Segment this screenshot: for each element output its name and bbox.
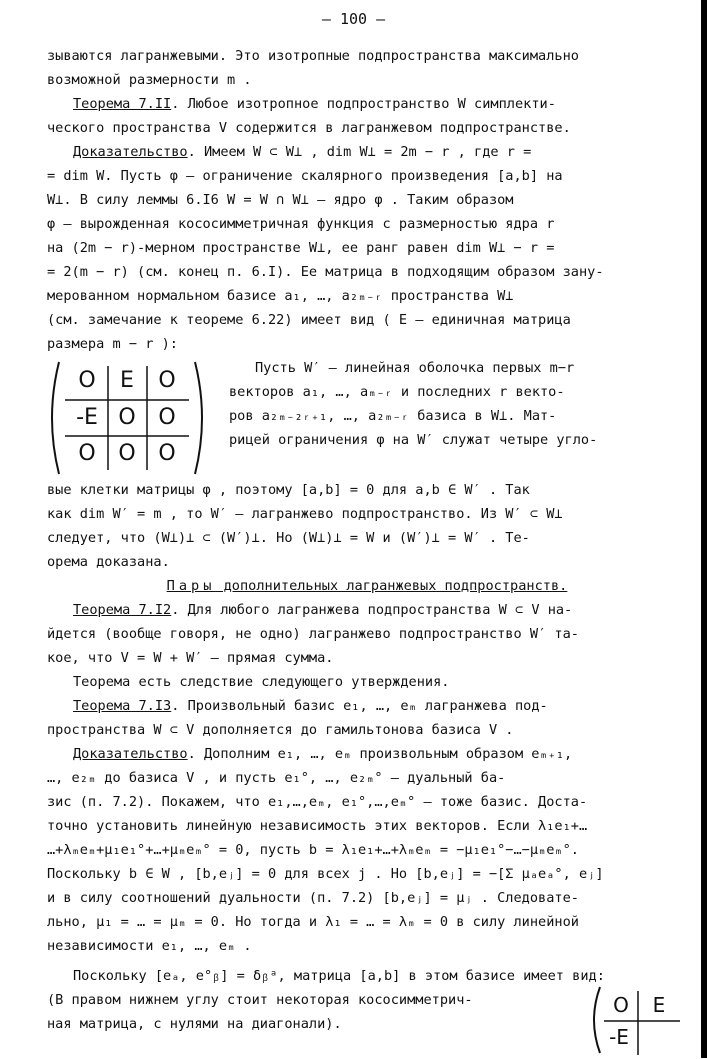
text-line: = dim W. Пусть φ – ограничение скалярного произведения [a,b] на — [47, 168, 563, 184]
proof-7-11 — [47, 140, 687, 574]
matrix-cell: O — [118, 441, 136, 466]
text-line: зываются лагранжевыми. Это изотропные подпространства максимально — [47, 48, 579, 64]
proof-title: Доказательство — [73, 746, 188, 762]
text-line: вые клетки матрицы φ , поэтому [a,b] = 0 для a,b ∈ W′ . Так — [47, 482, 530, 498]
text-line: размера m − r ): — [47, 336, 178, 352]
theorem-7-11 — [47, 92, 687, 140]
page-number: – 100 – — [321, 10, 386, 28]
text-line: точно установить линейную независимость этих векторов. Если λ₁e₁+… — [47, 818, 588, 834]
text-line: (см. замечание к теореме 6.22) имеет вид ( E – единичная матрица — [47, 312, 571, 328]
text-line: Теорема 7.II. Любое изотропное подпространство W симплекти- — [73, 96, 556, 112]
theorem-7-12 — [47, 598, 687, 670]
matrix-cell: O — [158, 368, 176, 393]
text-line: = 2(m − r) (см. конец п. 6.I). Ее матрица в подходящим образом зану- — [47, 264, 604, 280]
matrix-cell: E — [120, 368, 134, 393]
text-line: пространства W ⊂ V дополняется до гамильтонова базиса V . — [47, 722, 514, 738]
text-line: Теорема есть следствие следующего утверждения. — [73, 674, 450, 690]
text-line: зис (п. 7.2). Покажем, что e₁,…,eₘ, e₁°,…,eₘ° – тоже базис. Доста- — [47, 794, 588, 810]
text-line: ров a₂ₘ₋₂ᵣ₊₁, …, a₂ₘ₋ᵣ базиса в W⊥. Мат- — [229, 408, 557, 424]
text-line: Доказательство. Дополним e₁, …, eₘ произвольным образом eₘ₊₁, — [73, 746, 573, 762]
section-heading: Пары дополнительных лагранжевых подпространств. — [166, 578, 568, 594]
text-line: (В правом нижнем углу стоит некоторая кососимметрич- — [47, 992, 473, 1008]
matrix-cell: -E — [609, 1025, 629, 1049]
block-matrix-phi — [47, 358, 207, 478]
text-line: Теорема 7.I2. Для любого лагранжева подпространства W ⊂ V на- — [73, 602, 573, 618]
text-line: Теорема 7.I3. Произвольный базис e₁, …, eₘ лагранжева под- — [73, 698, 548, 714]
hamiltonian-matrix — [588, 985, 700, 1055]
matrix-side-text — [207, 356, 707, 478]
text-line: …+λₘeₘ+μ₁e₁°+…+μₘeₘ° = 0, пусть b = λ₁e₁+…+λₘeₘ = −μ₁e₁°−…−μₘeₘ°. — [47, 842, 579, 858]
matrix-cell: E — [652, 993, 666, 1017]
text-line: мерованном нормальном базисе a₁, …, a₂ₘ₋ᵣ пространства W⊥ — [47, 288, 514, 304]
matrix-block — [47, 356, 687, 478]
matrix-cell: -E — [76, 405, 98, 430]
text-line: …, e₂ₘ до базиса V , и пусть e₁°, …, e₂ₘ° – дуальный ба- — [47, 770, 506, 786]
text-line: W⊥. В силу леммы 6.I6 W = W ∩ W⊥ – ядро φ . Таким образом — [47, 192, 514, 208]
matrix-cell: O — [613, 993, 629, 1017]
text-line: Поскольку b ∈ W , [b,eⱼ] = 0 для всех j . Но [b,eⱼ] = −[Σ μₐeₐ°, eⱼ] — [47, 866, 604, 882]
text-line: орема доказана. — [47, 554, 170, 570]
text-line: ческого пространства V содержится в лагранжевом подпространстве. — [47, 120, 571, 136]
text-line: льно, μ₁ = … = μₘ = 0. Но тогда и λ₁ = … = λₘ = 0 в силу линейной — [47, 914, 579, 930]
text-line: φ – вырожденная кососимметричная функция с размерностью ядра r — [47, 216, 555, 232]
text-line: возможной размерности m . — [47, 72, 252, 88]
text-line: и в силу соотношений дуальности (п. 7.2) [b,eⱼ] = μⱼ . Следовате- — [47, 890, 579, 906]
intro-paragraph — [47, 44, 687, 92]
text-line: Доказательство. Имеем W ⊂ W⊥ , dim W⊥ = 2m − r , где r = — [73, 144, 532, 160]
text-line: как dim W′ = m , то W′ – лагранжево подпространство. Из W′ ⊂ W⊥ — [47, 506, 563, 522]
matrix-cell: O — [158, 441, 176, 466]
matrix-cell: O — [78, 368, 96, 393]
theorem-7-13 — [47, 694, 687, 742]
matrix-cell: O — [78, 441, 96, 466]
text-body — [47, 44, 687, 1036]
text-line: ная матрица, с нулями на диагонали). — [47, 1016, 342, 1032]
text-line: векторов a₁, …, aₘ₋ᵣ и последних r векто- — [229, 384, 565, 400]
text-line: следует, что (W⊥)⊥ ⊂ (W′)⊥. Но (W⊥)⊥ = W и (W′)⊥ = W′ . Те- — [47, 530, 530, 546]
text-line: на (2m − r)-мерном пространстве W⊥, ее ранг равен dim W⊥ − r = — [47, 240, 555, 256]
text-line: рицей ограничения φ на W′ служат четыре угло- — [229, 432, 598, 448]
proof-7-13 — [47, 742, 687, 958]
proof-title: Доказательство — [73, 144, 188, 160]
text-line: кое, что V = W + W′ – прямая сумма. — [47, 650, 334, 666]
text-line: Поскольку [eₐ, e°ᵦ] = δᵦᵃ, матрица [a,b] в этом базисе имеет вид: — [73, 968, 605, 984]
text-line: независимости e₁, …, eₘ . — [47, 938, 252, 954]
theorem-title: Теорема 7.I3 — [73, 698, 172, 714]
theorem-title: Теорема 7.II — [73, 96, 172, 112]
theorem-title: Теорема 7.I2 — [73, 602, 172, 618]
text-line: Пусть W′ – линейная оболочка первых m−r — [255, 360, 575, 376]
matrix-cell: O — [158, 405, 176, 430]
matrix-cell: O — [118, 405, 136, 430]
text-line: йдется (вообще говоря, не одно) лагранжево подпространство W′ та- — [47, 626, 579, 642]
scan-edge-shadow — [701, 0, 707, 1058]
